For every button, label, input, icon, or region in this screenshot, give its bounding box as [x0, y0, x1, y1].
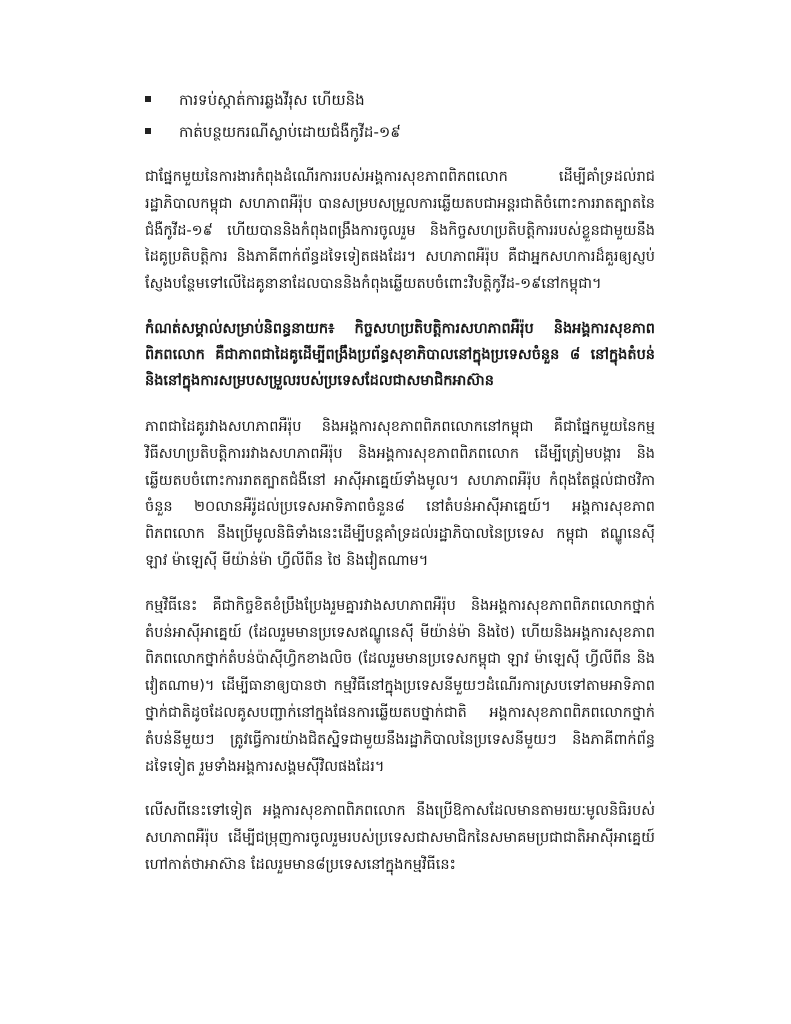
body-paragraph: ភាពជាដៃគូរវាងសហភាពអឺរ៉ុប និងអង្គការសុខភាពពិភពលោកនៅកម្ពុជា គឺជាផ្នែកមួយនៃកម្មវិធីសហប្រតិបត្តិការរវាងសហភាពអឺរ៉ុប និងអង្គការសុខភាពពិភពលោក ដើម្បីត្រៀមបង្ការ និងឆ្លើយតបចំពោះការរាតត្បាតជំងឺនៅ អាស៊ីអាគ្នេយ៍ទាំងមូល។ សហភាពអឺរ៉ុប កំពុងតែផ្ដល់ជាថវិកាចំនួន ២០លានអឺរ៉ូដល់ប្រទេសអាទិភាពចំនួន៨ នៅតំបន់អាស៊ីអាគ្នេយ៍។ អង្គការសុខភាពពិភពលោក នឹងប្រើមូលនិធិទាំងនេះដើម្បីបន្តគាំទ្រដល់រដ្ឋាភិបាលនៃប្រទេស កម្ពុជា ឥណ្ឌូនេស៊ី ឡាវ ម៉ាឡេស៊ី មីយ៉ាន់ម៉ា ហ្វីលីពីន ថៃ និងវៀតណាម។ [145, 418, 655, 569]
bullet-list [145, 88, 655, 144]
bullet-text: ការទប់ស្កាត់ការឆ្លងវីរុស ហើយនិង [179, 91, 365, 109]
list-item [145, 88, 655, 112]
body-paragraph: កម្មវិធីនេះ គឺជាកិច្ចខិតខំប្រឹងប្រែងរួមគ្នារវាងសហភាពអឺរ៉ុប និងអង្គការសុខភាពពិភពលោកថ្នាក់តំបន់អាស៊ីអាគ្នេយ៍ (ដែលរួមមានប្រទេសឥណ្ឌូនេស៊ី មីយ៉ាន់ម៉ា និងថៃ) ហើយនិងអង្គការសុខភាពពិភពលោកថ្នាក់តំបន់ប៉ាស៊ីហ្វិកខាងលិច (ដែលរួមមានប្រទេសកម្ពុជា ឡាវ ម៉ាឡេស៊ី ហ្វីលីពីន និង វៀតណាម)។ ដើម្បីធានាឲ្យបានថា កម្មវិធីនៅក្នុងប្រទេសនីមួយៗដំណើរការស្របទៅតាមអាទិភាពថ្នាក់ជាតិដូចដែលគូសបញ្ជាក់នៅក្នុងផែនការឆ្លើយតបថ្នាក់ជាតិ អង្គការសុខភាពពិភពលោកថ្នាក់តំបន់នីមួយៗ ត្រូវធ្វើការយ៉ាងជិតស្និទជាមួយនឹងរដ្ឋាភិបាលនៃប្រទេសនីមួយៗ និងភាគីពាក់ព័ន្ធដទៃទៀត រួមទាំងអង្គការសង្គមស៊ីវិលផងដែរ។ [145, 597, 655, 775]
bullet-icon [145, 96, 151, 102]
body-paragraph: លើសពីនេះទៅទៀត អង្គការសុខភាពពិភពលោក នឹងប្រើឱកាសដែលមានតាមរយៈមូលនិធិរបស់សហភាពអឺរ៉ុប ដើម្បីជម្រុញការចូលរួមរបស់ប្រទេសជាសមាជិកនៃសមាគមប្រជាជាតិអាស៊ីអាគ្នេយ៍ ហៅកាត់ថាអាស៊ាន ដែលរួមមាន៨ប្រទេសនៅក្នុងកម្មវិធីនេះ [145, 803, 655, 873]
bullet-text: កាត់បន្ថយករណីស្លាប់ដោយជំងឺកូវីដ-១៩ [179, 123, 401, 141]
list-item [145, 120, 655, 144]
body-paragraph: ជាផ្នែកមួយនៃការងារកំពុងដំណើរការរបស់អង្គការសុខភាពពិភពលោក ដើម្បីគាំទ្រដល់រាជរដ្ឋាភិបាលកម្ពុជា សហភាពអឺរ៉ុប បានសម្របសម្រួលការឆ្លើយតបជាអន្តរជាតិចំពោះការរាតត្បាតនៃជំងឺកូវីដ-១៩ ហើយបាននិងកំពុងពង្រឹងការចូលរួម និងកិច្ចសហប្រតិបត្តិការរបស់ខ្លួនជាមួយនឹងដៃគូប្រតិបត្តិការ និងភាគីពាក់ព័ន្ធដទៃទៀតផងដែរ។ សហភាពអឺរ៉ុប គឺជាអ្នកសហការដ៏គួរឲ្យស្ញប់ស្ញែងបន្ថែមទៅលើដៃគូនានាដែលបាននិងកំពុងឆ្លើយតបចំពោះវិបត្តិកូវីដ-១៩នៅកម្ពុជា។ [145, 169, 655, 293]
document-page [145, 88, 655, 897]
bullet-icon [145, 128, 151, 134]
section-heading: កំណត់សម្គាល់សម្រាប់និពន្ធនាយក៖ កិច្ចសហប្រតិបត្តិការសហភាពអឺរ៉ុប និងអង្គការសុខភាពពិភពលោក គឺជាភាពជាដៃគូដើម្បីពង្រឹងប្រព័ន្ធសុខាភិបាលនៅក្នុងប្រទេសចំនួន ៨ នៅក្នុងតំបន់ និងនៅក្នុងការសម្របសម្រួលរបស់ប្រទេសដែលជាសមាជិកអាស៊ាន [145, 320, 655, 389]
